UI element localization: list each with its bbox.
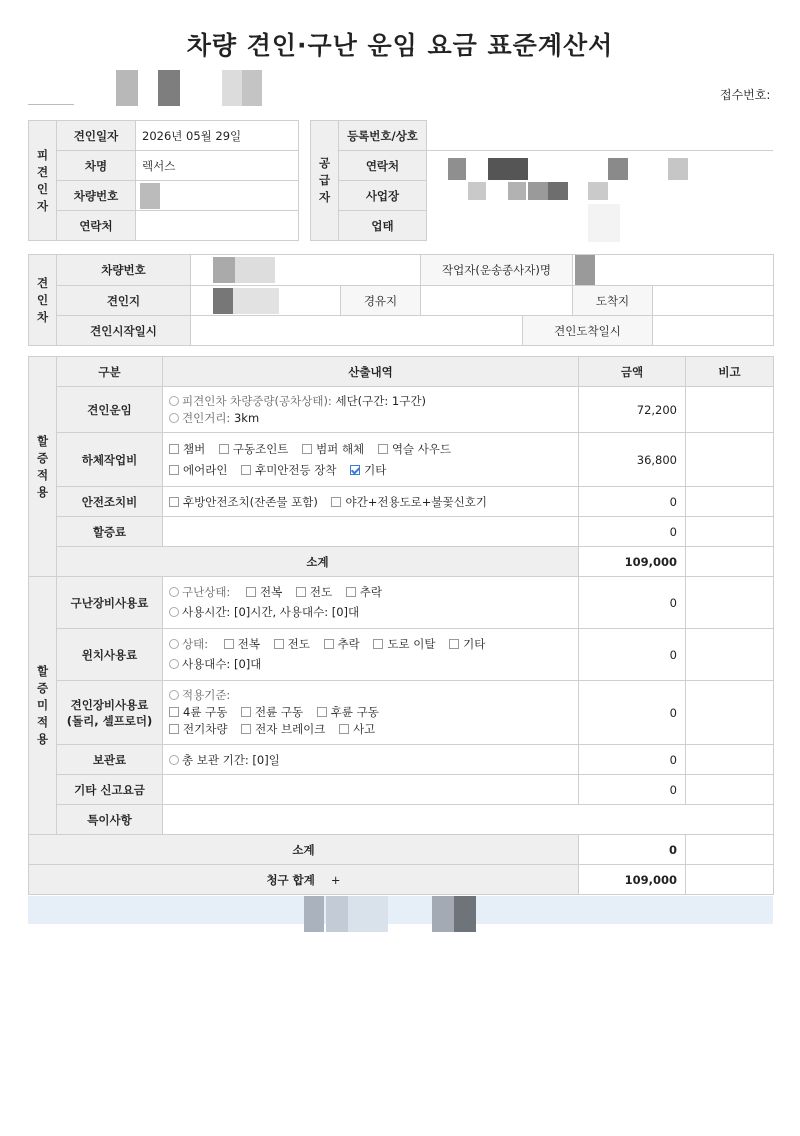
via-value xyxy=(421,286,573,316)
plus-sign: + xyxy=(330,872,341,887)
non-surcharge-subtotal-amount: 0 xyxy=(579,835,686,865)
tow-date-label: 견인일자 xyxy=(57,121,136,151)
redaction-block xyxy=(326,896,348,932)
redaction-block xyxy=(668,158,688,180)
extra-remarks xyxy=(686,517,774,547)
towed-party-side-label: 피 견 인 자 xyxy=(29,121,57,241)
redaction-block xyxy=(608,158,628,180)
car-model-value: 렉서스 xyxy=(136,151,299,181)
checkbox-icon[interactable] xyxy=(296,587,306,597)
plate-value xyxy=(136,181,299,211)
tow-plate-value xyxy=(191,255,421,286)
radio-icon[interactable] xyxy=(169,755,179,765)
tow-fee-label: 견인운임 xyxy=(57,387,163,433)
checkbox-icon[interactable] xyxy=(241,707,251,717)
totals-table xyxy=(28,834,774,895)
radio-icon[interactable] xyxy=(169,659,179,669)
checkbox-icon[interactable] xyxy=(274,639,284,649)
other-fee-amount: 0 xyxy=(579,775,686,805)
extra-label: 할증료 xyxy=(57,517,163,547)
checkbox-icon[interactable] xyxy=(169,444,179,454)
radio-icon[interactable] xyxy=(169,690,179,700)
supplier-contact-label: 연락처 xyxy=(339,151,427,181)
other-fee-label: 기타 신고요금 xyxy=(57,775,163,805)
winch-remarks xyxy=(686,629,774,681)
redaction-block xyxy=(348,896,388,932)
arrival-time-label: 견인도착일시 xyxy=(523,316,653,346)
safety-label: 안전조치비 xyxy=(57,487,163,517)
checkbox-icon[interactable] xyxy=(169,497,179,507)
special-note-label: 특이사항 xyxy=(57,805,163,835)
redaction-block xyxy=(242,70,262,106)
tow-fee-remarks xyxy=(686,387,774,433)
redaction-block xyxy=(448,158,466,180)
redaction-block xyxy=(528,182,548,200)
redaction-block xyxy=(158,70,180,106)
checkbox-icon[interactable] xyxy=(246,587,256,597)
winch-amount: 0 xyxy=(579,629,686,681)
radio-icon[interactable] xyxy=(169,639,179,649)
non-surcharge-table xyxy=(28,576,774,835)
redaction-block xyxy=(588,204,620,242)
checkbox-icon[interactable] xyxy=(373,639,383,649)
operator-value xyxy=(573,255,774,286)
towed-party-table xyxy=(28,120,299,241)
rescue-label: 구난장비사용료 xyxy=(57,577,163,629)
checkbox-icon[interactable] xyxy=(449,639,459,649)
receipt-number-label: 접수번호: xyxy=(720,88,771,102)
checkbox-icon[interactable] xyxy=(346,587,356,597)
checkbox-icon[interactable] xyxy=(241,724,251,734)
redaction-block xyxy=(508,182,526,200)
surcharge-table xyxy=(28,356,774,577)
via-label: 경유지 xyxy=(341,286,421,316)
origin-label: 견인지 xyxy=(57,286,191,316)
dismantle-detail: 챔버 구동조인트 범퍼 해체 역슬 사우드 에어라인 후미안전등 장착 기타 xyxy=(163,433,579,487)
header-amount: 금액 xyxy=(579,357,686,387)
checkbox-icon[interactable] xyxy=(317,707,327,717)
supplier-table xyxy=(310,120,773,241)
surcharge-subtotal-remarks xyxy=(686,547,774,577)
checked-checkbox-icon[interactable] xyxy=(350,465,360,475)
arrival-time-value xyxy=(653,316,774,346)
redaction-block xyxy=(468,182,486,200)
tow-fee-amount: 72,200 xyxy=(579,387,686,433)
equipment-label: 견인장비사용료 (돌리, 셀프로더) xyxy=(57,681,163,745)
divider xyxy=(28,104,74,105)
contact-label: 연락처 xyxy=(57,211,136,241)
checkbox-icon[interactable] xyxy=(302,444,312,454)
special-note-value xyxy=(163,805,774,835)
grand-total-amount: 109,000 xyxy=(579,865,686,895)
dismantle-remarks xyxy=(686,433,774,487)
radio-icon[interactable] xyxy=(169,587,179,597)
car-model-label: 차명 xyxy=(57,151,136,181)
equipment-remarks xyxy=(686,681,774,745)
redaction-block xyxy=(432,896,454,932)
contact-value xyxy=(136,211,299,241)
redaction-block xyxy=(116,70,138,106)
tow-vehicle-table xyxy=(28,254,774,346)
redaction-block xyxy=(548,182,568,200)
start-time-value xyxy=(191,316,523,346)
supplier-contact-value xyxy=(427,151,773,181)
surcharge-subtotal-amount: 109,000 xyxy=(579,547,686,577)
non-surcharge-side-label: 할 증 미 적 용 xyxy=(29,577,57,835)
checkbox-icon[interactable] xyxy=(324,639,334,649)
extra-amount: 0 xyxy=(579,517,686,547)
business-site-label: 사업장 xyxy=(339,181,427,211)
redaction-block xyxy=(454,896,476,932)
rescue-detail: 구난상태: 전복 전도 추락 사용시간: [0]시간, 사용대수: [0]대 xyxy=(163,577,579,629)
header-category: 구분 xyxy=(57,357,163,387)
storage-detail: 총 보관 기간: [0]일 xyxy=(163,745,579,775)
supplier-side-label: 공 급 자 xyxy=(311,121,339,241)
tow-plate-label: 차량번호 xyxy=(57,255,191,286)
start-time-label: 견인시작일시 xyxy=(57,316,191,346)
redaction-block xyxy=(222,70,242,106)
checkbox-icon[interactable] xyxy=(241,465,251,475)
safety-remarks xyxy=(686,487,774,517)
radio-icon[interactable] xyxy=(169,413,179,423)
radio-icon[interactable] xyxy=(169,396,179,406)
extra-detail xyxy=(163,517,579,547)
redaction-block xyxy=(304,896,324,932)
winch-label: 윈치사용료 xyxy=(57,629,163,681)
surcharge-subtotal-label: 소계 xyxy=(57,547,579,577)
checkbox-icon[interactable] xyxy=(339,724,349,734)
header-remarks: 비고 xyxy=(686,357,774,387)
redaction-block xyxy=(588,182,608,200)
checkbox-icon[interactable] xyxy=(378,444,388,454)
origin-value xyxy=(191,286,341,316)
redaction-block xyxy=(488,158,528,180)
checkbox-icon[interactable] xyxy=(169,465,179,475)
document-title: 차량 견인·구난 운임 요금 표준계산서 xyxy=(186,31,614,60)
checkbox-icon[interactable] xyxy=(219,444,229,454)
rescue-amount: 0 xyxy=(579,577,686,629)
storage-label: 보관료 xyxy=(57,745,163,775)
dismantle-amount: 36,800 xyxy=(579,433,686,487)
registration-label: 등록번호/상호 xyxy=(339,121,427,151)
checkbox-icon[interactable] xyxy=(169,724,179,734)
destination-value xyxy=(653,286,774,316)
business-type-label: 업태 xyxy=(339,211,427,241)
storage-remarks xyxy=(686,745,774,775)
footer-strip xyxy=(28,896,773,924)
tow-vehicle-side-label: 견 인 차 xyxy=(29,255,57,346)
non-surcharge-subtotal-label: 소계 xyxy=(29,835,579,865)
checkbox-icon[interactable] xyxy=(331,497,341,507)
tow-date-value: 2026년 05월 29일 xyxy=(136,121,299,151)
grand-total-remarks xyxy=(686,865,774,895)
surcharge-side-label: 할 증 적 용 xyxy=(29,357,57,577)
registration-value xyxy=(427,121,773,151)
tow-fee-detail: 피견인차 차량중량(공차상태): 세단(구간: 1구간) 견인거리: 3km xyxy=(163,387,579,433)
dismantle-label: 하체작업비 xyxy=(57,433,163,487)
checkbox-icon[interactable] xyxy=(224,639,234,649)
winch-detail: 상태: 전복 전도 추락 도로 이탈 기타 사용대수: [0]대 xyxy=(163,629,579,681)
operator-label: 작업자(운송종사자)명 xyxy=(421,255,573,286)
rescue-remarks xyxy=(686,577,774,629)
destination-label: 도착지 xyxy=(573,286,653,316)
header-calculation: 산출내역 xyxy=(163,357,579,387)
grand-total-label: 청구 합계 + xyxy=(29,865,579,895)
storage-amount: 0 xyxy=(579,745,686,775)
safety-detail: 후방안전조치(잔존물 포함) 야간+전용도로+불꽃신호기 xyxy=(163,487,579,517)
radio-icon[interactable] xyxy=(169,607,179,617)
equipment-detail: 적용기준: 4륜 구동 전륜 구동 후륜 구동 전기차량 전자 브레이크 사고 xyxy=(163,681,579,745)
non-surcharge-subtotal-remarks xyxy=(686,835,774,865)
other-fee-detail xyxy=(163,775,579,805)
checkbox-icon[interactable] xyxy=(169,707,179,717)
other-fee-remarks xyxy=(686,775,774,805)
safety-amount: 0 xyxy=(579,487,686,517)
equipment-amount: 0 xyxy=(579,681,686,745)
plate-label: 차량번호 xyxy=(57,181,136,211)
